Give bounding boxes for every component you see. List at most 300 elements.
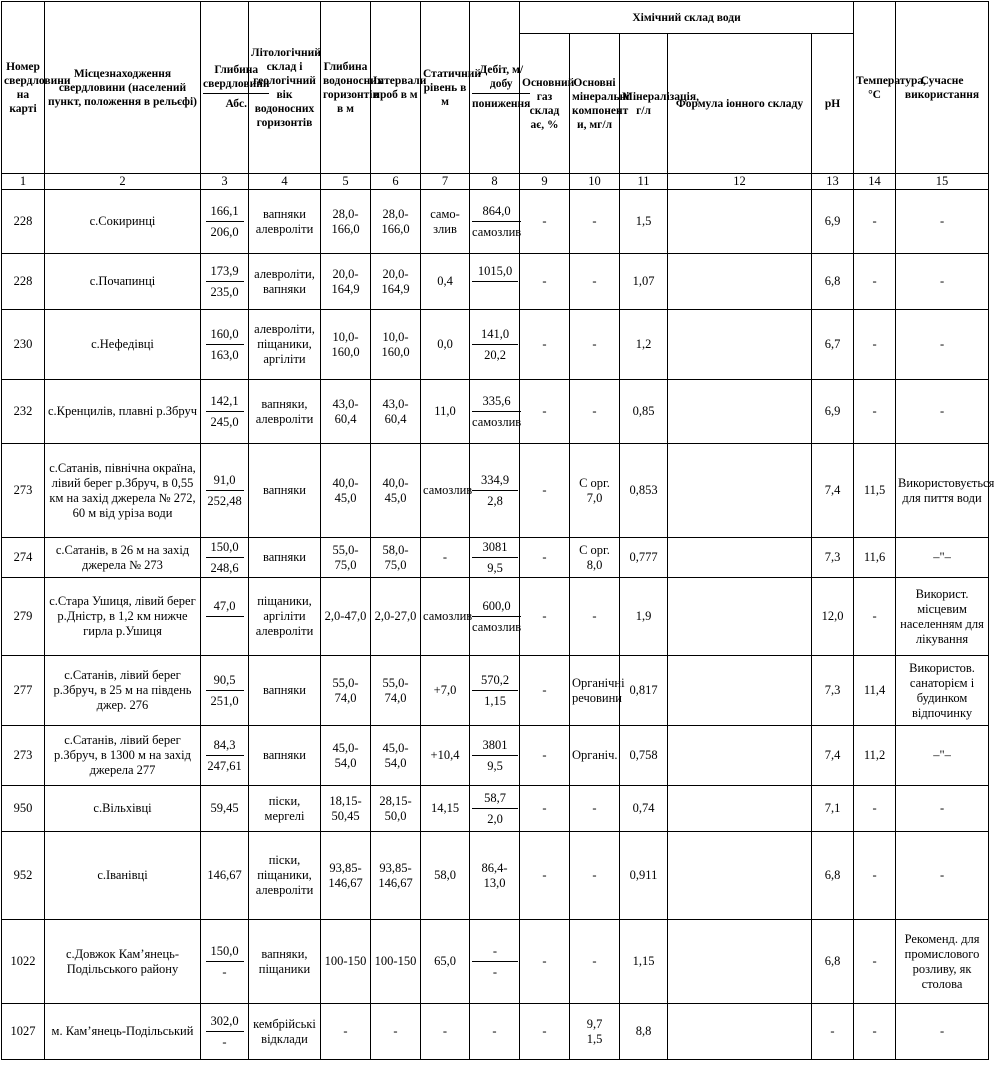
debit xyxy=(470,920,520,1004)
fraction-top: 600,0 xyxy=(472,599,521,617)
ion-formula xyxy=(668,310,812,380)
ph-value: 12,0 xyxy=(812,578,854,656)
debit xyxy=(470,380,520,444)
fraction-bottom: - xyxy=(492,964,498,979)
debit xyxy=(470,310,520,380)
debit xyxy=(470,254,520,310)
lithology: вапняки xyxy=(249,656,321,726)
temperature: - xyxy=(854,920,896,1004)
aquifer-depth: 55,0-75,0 xyxy=(321,538,371,578)
fraction xyxy=(472,394,521,430)
fraction-top: 160,0 xyxy=(206,327,244,345)
fraction xyxy=(472,473,518,509)
current-use: Використовується для пиття води xyxy=(896,444,989,538)
fraction xyxy=(206,327,244,363)
aquifer-depth: 43,0-60,4 xyxy=(321,380,371,444)
sample-interval: 45,0-54,0 xyxy=(371,726,421,786)
well-location: с.Нефедівці xyxy=(45,310,201,380)
col-number: 9 xyxy=(520,174,570,190)
ph-value: 6,8 xyxy=(812,920,854,1004)
fraction xyxy=(206,540,244,576)
fraction-top: 864,0 xyxy=(472,204,521,222)
fraction-bottom: 9,5 xyxy=(487,758,503,773)
well-location: с.Сатанів, лівий берег р.Збруч, в 1300 м на захід джерела 277 xyxy=(45,726,201,786)
well-depth xyxy=(201,920,249,1004)
well-number: 273 xyxy=(2,444,45,538)
col-number: 2 xyxy=(45,174,201,190)
well-location: с.Сатанів, північна окраїна, лівий берег р.Збруч, в 0,55 км на захід джерела № 272, 60 м від уріза води xyxy=(45,444,201,538)
well-depth xyxy=(201,310,249,380)
aquifer-depth: - xyxy=(321,1004,371,1060)
lithology: вапняки xyxy=(249,538,321,578)
fraction xyxy=(206,599,244,635)
well-depth xyxy=(201,538,249,578)
wells-table xyxy=(1,1,994,1060)
mineralization: 0,853 xyxy=(620,444,668,538)
well-depth: 146,67 xyxy=(201,832,249,920)
debit: - xyxy=(470,1004,520,1060)
lithology: піски, мергелі xyxy=(249,786,321,832)
main-gas: - xyxy=(520,310,570,380)
fraction-top: 570,2 xyxy=(472,673,518,691)
fraction-bottom: самозлив xyxy=(472,224,522,239)
mineralization: 8,8 xyxy=(620,1004,668,1060)
col-number: 11 xyxy=(620,174,668,190)
header-debit-top: Дебіт, м/добу xyxy=(472,63,530,94)
col-number: 1 xyxy=(2,174,45,190)
well-number: 228 xyxy=(2,190,45,254)
main-minerals: - xyxy=(570,380,620,444)
fraction-top: 84,3 xyxy=(206,738,244,756)
lithology: вапняки алевроліти xyxy=(249,190,321,254)
fraction xyxy=(472,944,518,980)
header-minerals: Основні мінеральні компонент и, мг/л xyxy=(570,34,620,174)
fraction xyxy=(472,599,521,635)
col-number: 13 xyxy=(812,174,854,190)
table-row xyxy=(2,786,989,832)
static-level: 11,0 xyxy=(421,380,470,444)
fraction-bottom: 163,0 xyxy=(210,347,239,362)
fraction xyxy=(206,204,244,240)
well-depth xyxy=(201,726,249,786)
fraction-top: 91,0 xyxy=(206,473,244,491)
well-number: 279 xyxy=(2,578,45,656)
sample-interval: 93,85-146,67 xyxy=(371,832,421,920)
table-row xyxy=(2,920,989,1004)
sample-interval: 55,0-74,0 xyxy=(371,656,421,726)
fraction-bottom: - xyxy=(222,1034,227,1049)
mineralization: 0,777 xyxy=(620,538,668,578)
lithology: кембрійські відклади xyxy=(249,1004,321,1060)
header-depth-top: Глибина свердловини xyxy=(203,63,269,94)
current-use: - xyxy=(896,832,989,920)
ph-value: 6,9 xyxy=(812,190,854,254)
main-minerals: - xyxy=(570,786,620,832)
temperature: - xyxy=(854,1004,896,1060)
well-location: с.Кренцилів, плавні р.Збруч xyxy=(45,380,201,444)
fraction-bottom: 2,0 xyxy=(487,811,503,826)
fraction-top: 150,0 xyxy=(206,540,244,558)
temperature: - xyxy=(854,832,896,920)
fraction xyxy=(206,473,244,509)
main-gas: - xyxy=(520,920,570,1004)
static-level: 0,0 xyxy=(421,310,470,380)
fraction-top: 150,0 xyxy=(206,944,244,962)
table-row xyxy=(2,538,989,578)
table-row xyxy=(2,726,989,786)
mineralization: 1,15 xyxy=(620,920,668,1004)
fraction-bottom: самозлив xyxy=(472,414,522,429)
fraction-bottom: 252,48 xyxy=(207,493,242,508)
fraction-top: 141,0 xyxy=(472,327,518,345)
mineralization: 1,9 xyxy=(620,578,668,656)
fraction-top: 142,1 xyxy=(206,394,244,412)
fraction-top: 47,0 xyxy=(206,599,244,617)
aquifer-depth: 28,0-166,0 xyxy=(321,190,371,254)
fraction xyxy=(206,738,244,774)
aquifer-depth: 40,0-45,0 xyxy=(321,444,371,538)
main-gas: - xyxy=(520,832,570,920)
well-number: 952 xyxy=(2,832,45,920)
well-location: с.Стара Ушиця, лівий берег р.Дністр, в 1,2 км нижче гирла р.Ушиця xyxy=(45,578,201,656)
static-level: самозлив xyxy=(421,444,470,538)
header-temp: Температура, °С xyxy=(854,2,896,174)
header-sample-interval: Інтервали проб в м xyxy=(371,2,421,174)
ion-formula xyxy=(668,538,812,578)
fraction-bottom: самозлив xyxy=(472,619,522,634)
current-use: - xyxy=(896,380,989,444)
main-gas: - xyxy=(520,190,570,254)
ph-value: 6,9 xyxy=(812,380,854,444)
static-level: - xyxy=(421,538,470,578)
fraction xyxy=(472,204,521,240)
well-depth xyxy=(201,380,249,444)
header-ph: pH xyxy=(812,34,854,174)
well-number: 1022 xyxy=(2,920,45,1004)
debit xyxy=(470,538,520,578)
table-row xyxy=(2,578,989,656)
col-number: 14 xyxy=(854,174,896,190)
well-depth xyxy=(201,254,249,310)
main-gas: - xyxy=(520,726,570,786)
sample-interval: - xyxy=(371,1004,421,1060)
well-number: 277 xyxy=(2,656,45,726)
static-level: само-злив xyxy=(421,190,470,254)
col-number: 6 xyxy=(371,174,421,190)
ion-formula xyxy=(668,920,812,1004)
col-number: 3 xyxy=(201,174,249,190)
temperature: - xyxy=(854,578,896,656)
col-number: 4 xyxy=(249,174,321,190)
fraction-bottom: 251,0 xyxy=(210,693,239,708)
main-minerals: Органічні речовини xyxy=(570,656,620,726)
fraction-bottom: 247,61 xyxy=(207,758,242,773)
current-use: Рекоменд. для промислового розливу, як столова xyxy=(896,920,989,1004)
well-location: с.Сатанів, лівий берег р.Збруч, в 25 м на південь джер. 276 xyxy=(45,656,201,726)
col-number: 7 xyxy=(421,174,470,190)
fraction-top: 334,9 xyxy=(472,473,518,491)
fraction-bottom: 248,6 xyxy=(210,560,239,575)
lithology: піски, піщаники, алевроліти xyxy=(249,832,321,920)
aquifer-depth: 45,0-54,0 xyxy=(321,726,371,786)
debit: 86,4-13,0 xyxy=(470,832,520,920)
static-level: 14,15 xyxy=(421,786,470,832)
sample-interval: 28,0-166,0 xyxy=(371,190,421,254)
main-minerals: - xyxy=(570,920,620,1004)
aquifer-depth: 18,15-50,45 xyxy=(321,786,371,832)
ph-value: 7,4 xyxy=(812,444,854,538)
fraction xyxy=(472,327,518,363)
sample-interval: 58,0-75,0 xyxy=(371,538,421,578)
well-number: 273 xyxy=(2,726,45,786)
header-use: Сучасне використання xyxy=(896,2,989,174)
fraction-top: 58,7 xyxy=(472,791,518,809)
fraction xyxy=(472,540,518,576)
temperature: - xyxy=(854,380,896,444)
header-debit xyxy=(470,2,531,174)
fraction-bottom xyxy=(206,617,244,635)
header-static-level: Статичний рівень в м xyxy=(421,2,470,174)
ion-formula xyxy=(668,380,812,444)
main-minerals: С орг. 8,0 xyxy=(570,538,620,578)
mineral-value: 1,5 xyxy=(586,1031,603,1046)
current-use: Використов. санаторієм і будинком відпочинку xyxy=(896,656,989,726)
aquifer-depth: 100-150 xyxy=(321,920,371,1004)
current-use: - xyxy=(896,1004,989,1060)
ph-value: 6,8 xyxy=(812,254,854,310)
table-row xyxy=(2,380,989,444)
main-gas: - xyxy=(520,786,570,832)
fraction xyxy=(472,791,518,827)
fraction-bottom: 2,8 xyxy=(487,493,503,508)
col-number: 12 xyxy=(668,174,812,190)
fraction-bottom: 1,15 xyxy=(484,693,506,708)
well-location: с.Вільхівці xyxy=(45,786,201,832)
fraction-top: 335,6 xyxy=(472,394,521,412)
mineralization: 1,2 xyxy=(620,310,668,380)
ion-formula xyxy=(668,726,812,786)
fraction-top: 173,9 xyxy=(206,264,244,282)
main-minerals: - xyxy=(570,578,620,656)
fraction-bottom: 206,0 xyxy=(210,224,239,239)
debit xyxy=(470,190,520,254)
mineral-values xyxy=(572,1017,617,1047)
main-minerals: - xyxy=(570,832,620,920)
column-number-row xyxy=(2,174,989,190)
mineralization: 0,758 xyxy=(620,726,668,786)
static-level: 58,0 xyxy=(421,832,470,920)
lithology: піщаники, аргіліти алевроліти xyxy=(249,578,321,656)
temperature: 11,5 xyxy=(854,444,896,538)
ph-value: 6,8 xyxy=(812,832,854,920)
main-minerals: - xyxy=(570,190,620,254)
main-gas: - xyxy=(520,444,570,538)
col-number: 5 xyxy=(321,174,371,190)
ion-formula xyxy=(668,656,812,726)
main-minerals xyxy=(570,1004,620,1060)
table-row xyxy=(2,254,989,310)
main-gas: - xyxy=(520,538,570,578)
header-depth xyxy=(201,2,270,174)
main-minerals: Органіч. xyxy=(570,726,620,786)
well-location: с.Сокиринці xyxy=(45,190,201,254)
fraction xyxy=(206,1014,244,1050)
header-depth-bot: Абс. xyxy=(225,98,247,110)
sample-interval: 43,0-60,4 xyxy=(371,380,421,444)
ion-formula xyxy=(668,786,812,832)
header-debit-bot: пониження xyxy=(472,98,531,110)
aquifer-depth: 2,0-47,0 xyxy=(321,578,371,656)
well-location: с.Довжок Кам’янець-Подільського району xyxy=(45,920,201,1004)
main-minerals: - xyxy=(570,254,620,310)
current-use: - xyxy=(896,190,989,254)
fraction xyxy=(206,264,244,300)
mineralization: 0,911 xyxy=(620,832,668,920)
fraction-bottom: 235,0 xyxy=(210,284,239,299)
current-use: –"– xyxy=(896,726,989,786)
main-gas: - xyxy=(520,578,570,656)
header-aquifer-depth: Глибина водоносних горизонтів в м xyxy=(321,2,371,174)
well-depth xyxy=(201,190,249,254)
sample-interval: 28,15-50,0 xyxy=(371,786,421,832)
well-number: 230 xyxy=(2,310,45,380)
temperature: - xyxy=(854,310,896,380)
fraction xyxy=(472,673,518,709)
col-number: 10 xyxy=(570,174,620,190)
header-gas: Основний газ склад ає, % xyxy=(520,34,570,174)
table-row xyxy=(2,1004,989,1060)
main-gas: - xyxy=(520,1004,570,1060)
well-location: с.Сатанів, в 26 м на захід джерела № 273 xyxy=(45,538,201,578)
fraction xyxy=(472,738,518,774)
ph-value: 7,3 xyxy=(812,656,854,726)
current-use: –"– xyxy=(896,538,989,578)
lithology: вапняки xyxy=(249,444,321,538)
current-use: - xyxy=(896,310,989,380)
fraction-bottom xyxy=(472,282,518,300)
fraction xyxy=(206,673,244,709)
fraction-bottom: 20,2 xyxy=(484,347,506,362)
header-location: Місцезнаходження свердловини (населений пункт, положення в рельєфі) xyxy=(45,2,201,174)
static-level: самозлив xyxy=(421,578,470,656)
well-depth: 59,45 xyxy=(201,786,249,832)
header-num: Номер свердловини на карті xyxy=(2,2,45,174)
mineralization: 0,817 xyxy=(620,656,668,726)
main-gas: - xyxy=(520,254,570,310)
fraction-bottom: 245,0 xyxy=(210,414,239,429)
mineral-value: 9,7 xyxy=(586,1016,603,1031)
sample-interval: 40,0-45,0 xyxy=(371,444,421,538)
current-use: - xyxy=(896,786,989,832)
temperature: 11,4 xyxy=(854,656,896,726)
aquifer-depth: 20,0-164,9 xyxy=(321,254,371,310)
lithology: вапняки, алевроліти xyxy=(249,380,321,444)
temperature: 11,2 xyxy=(854,726,896,786)
current-use: Використ. місцевим населенням для лікування xyxy=(896,578,989,656)
main-gas: - xyxy=(520,380,570,444)
header-formula: Формула іонного складу xyxy=(668,34,812,174)
fraction-top: 302,0 xyxy=(206,1014,244,1032)
static-level: +10,4 xyxy=(421,726,470,786)
sample-interval: 100-150 xyxy=(371,920,421,1004)
well-number: 1027 xyxy=(2,1004,45,1060)
lithology: алевроліти, піщаники, аргіліти xyxy=(249,310,321,380)
fraction-top: 3081 xyxy=(472,540,518,558)
col-number: 15 xyxy=(896,174,989,190)
well-number: 228 xyxy=(2,254,45,310)
fraction xyxy=(206,944,244,980)
sample-interval: 10,0-160,0 xyxy=(371,310,421,380)
main-minerals: С орг. 7,0 xyxy=(570,444,620,538)
table-row xyxy=(2,444,989,538)
lithology: вапняки xyxy=(249,726,321,786)
ion-formula xyxy=(668,1004,812,1060)
ph-value: 6,7 xyxy=(812,310,854,380)
fraction-top: 1015,0 xyxy=(472,264,518,282)
sample-interval: 20,0-164,9 xyxy=(371,254,421,310)
ph-value: 7,4 xyxy=(812,726,854,786)
sample-interval: 2,0-27,0 xyxy=(371,578,421,656)
header-chem: Хімічний склад води xyxy=(520,2,854,34)
main-gas: - xyxy=(520,656,570,726)
well-location: с.Почапинці xyxy=(45,254,201,310)
ph-value: 7,1 xyxy=(812,786,854,832)
fraction-top: 90,5 xyxy=(206,673,244,691)
ion-formula xyxy=(668,444,812,538)
fraction-top: 166,1 xyxy=(206,204,244,222)
aquifer-depth: 10,0-160,0 xyxy=(321,310,371,380)
well-number: 232 xyxy=(2,380,45,444)
fraction-top: - xyxy=(472,944,518,962)
temperature: - xyxy=(854,254,896,310)
temperature: 11,6 xyxy=(854,538,896,578)
temperature: - xyxy=(854,786,896,832)
mineralization: 1,07 xyxy=(620,254,668,310)
ion-formula xyxy=(668,254,812,310)
fraction xyxy=(206,394,244,430)
aquifer-depth: 55,0-74,0 xyxy=(321,656,371,726)
fraction xyxy=(472,264,518,300)
well-number: 274 xyxy=(2,538,45,578)
debit xyxy=(470,786,520,832)
temperature: - xyxy=(854,190,896,254)
aquifer-depth: 93,85-146,67 xyxy=(321,832,371,920)
well-depth xyxy=(201,444,249,538)
mineralization: 0,85 xyxy=(620,380,668,444)
static-level: 65,0 xyxy=(421,920,470,1004)
debit xyxy=(470,578,520,656)
ph-value: - xyxy=(812,1004,854,1060)
well-depth xyxy=(201,578,249,656)
table-row xyxy=(2,656,989,726)
fraction-bottom: - xyxy=(222,964,227,979)
ion-formula xyxy=(668,190,812,254)
well-number: 950 xyxy=(2,786,45,832)
ion-formula xyxy=(668,832,812,920)
ion-formula xyxy=(668,578,812,656)
static-level: 0,4 xyxy=(421,254,470,310)
debit xyxy=(470,726,520,786)
ph-value: 7,3 xyxy=(812,538,854,578)
table-row xyxy=(2,190,989,254)
well-depth xyxy=(201,656,249,726)
well-depth xyxy=(201,1004,249,1060)
col-number: 8 xyxy=(470,174,520,190)
header-lithology: Літологічний склад і геологічний вік водоносних горизонтів xyxy=(249,2,321,174)
static-level: - xyxy=(421,1004,470,1060)
static-level: +7,0 xyxy=(421,656,470,726)
current-use: - xyxy=(896,254,989,310)
